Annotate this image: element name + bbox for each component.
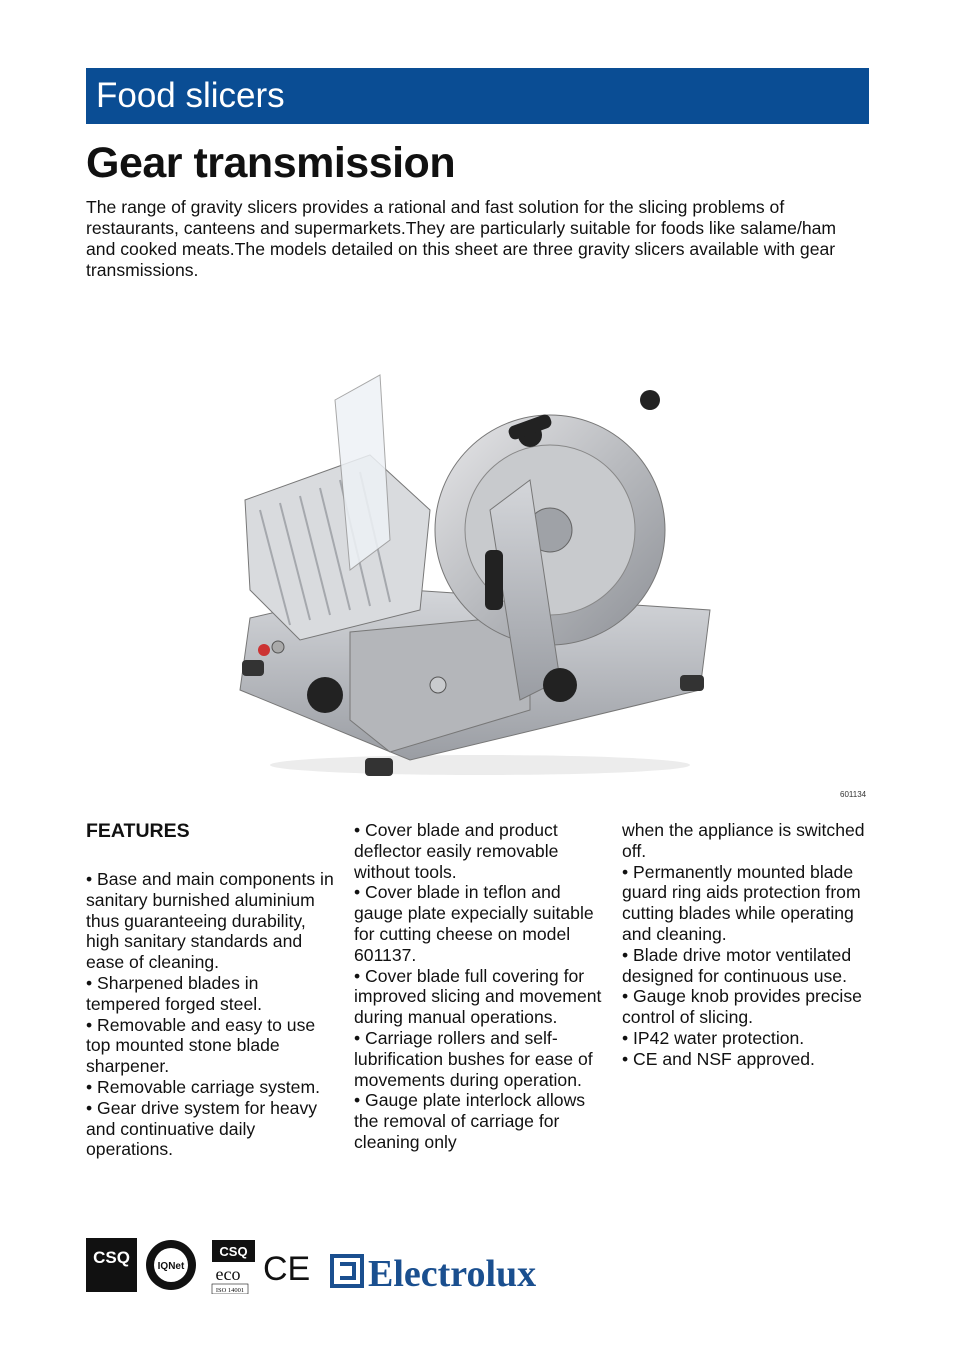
brand-name: Electrolux: [368, 1253, 537, 1294]
category-banner: [86, 68, 869, 124]
ce-mark: CE: [263, 1250, 311, 1288]
page-title: Gear transmission: [86, 139, 456, 187]
electrolux-logo: [332, 1253, 536, 1294]
csq-logo: [86, 1238, 137, 1292]
feature-item: • Cover blade full covering for improved slicing and movement during manual operations.: [354, 965, 602, 1028]
certification-logos: [86, 1238, 626, 1294]
category-title: Food slicers: [96, 76, 285, 115]
feature-item: • IP42 water protection.: [622, 1027, 805, 1048]
csq-eco-logo: [212, 1240, 255, 1294]
feature-item: • CE and NSF approved.: [622, 1048, 815, 1069]
feature-item: • Cover blade and product deflector easily removable without tools.: [354, 820, 559, 882]
csq-eco-top-text: CSQ: [219, 1244, 248, 1259]
iqnet-text: IQNet: [157, 1261, 185, 1272]
features-column-3: [622, 820, 870, 1070]
feature-item: • Gauge knob provides precise control of slicing.: [622, 986, 862, 1028]
csq-logo-text: CSQ: [93, 1248, 130, 1267]
feature-item: • Base and main components in sanitary burnished aluminium thus guaranteeing durability, high sanitary standards and ease of cleaning.: [86, 869, 334, 973]
eco-text: eco: [215, 1264, 241, 1284]
features-column-2: [354, 820, 602, 1153]
feature-item: • Removable carriage system.: [86, 1076, 320, 1097]
slicer-photo: [230, 360, 730, 790]
iso-text: ISO 14001: [215, 1287, 245, 1294]
feature-item: • Permanently mounted blade guard ring aids protection from cutting blades while operating and cleaning.: [622, 861, 861, 944]
features-column-1: [86, 869, 334, 1160]
intro-paragraph: The range of gravity slicers provides a rational and fast solution for the slicing problems of restaurants, canteens and supermarkets.They are particularly suitable for foods like salame/ham and cooked meats.The models detailed on this sheet are three gravity slicers available with gear transmissions.: [86, 197, 837, 280]
feature-item: • Blade drive motor ventilated designed for continuous use.: [622, 944, 852, 986]
feature-item: • Sharpened blades in tempered forged steel.: [86, 972, 263, 1014]
photo-code: 601134: [840, 790, 867, 799]
feature-item: • Gauge plate interlock allows the removal of carriage for cleaning only: [354, 1090, 586, 1152]
feature-item: • Gear drive system for heavy and continuative daily operations.: [86, 1097, 318, 1160]
features-heading: FEATURES: [86, 820, 190, 842]
iqnet-seal: [146, 1240, 196, 1290]
feature-item: • Removable and easy to use top mounted stone blade sharpener.: [86, 1014, 316, 1077]
feature-item: • Carriage rollers and self-lubrification bushes for ease of movements during operation.: [354, 1027, 593, 1090]
feature-item: when the appliance is switched off.: [622, 820, 865, 861]
feature-item: • Cover blade in teflon and gauge plate expecially suitable for cutting cheese on model 601137.: [354, 882, 594, 965]
